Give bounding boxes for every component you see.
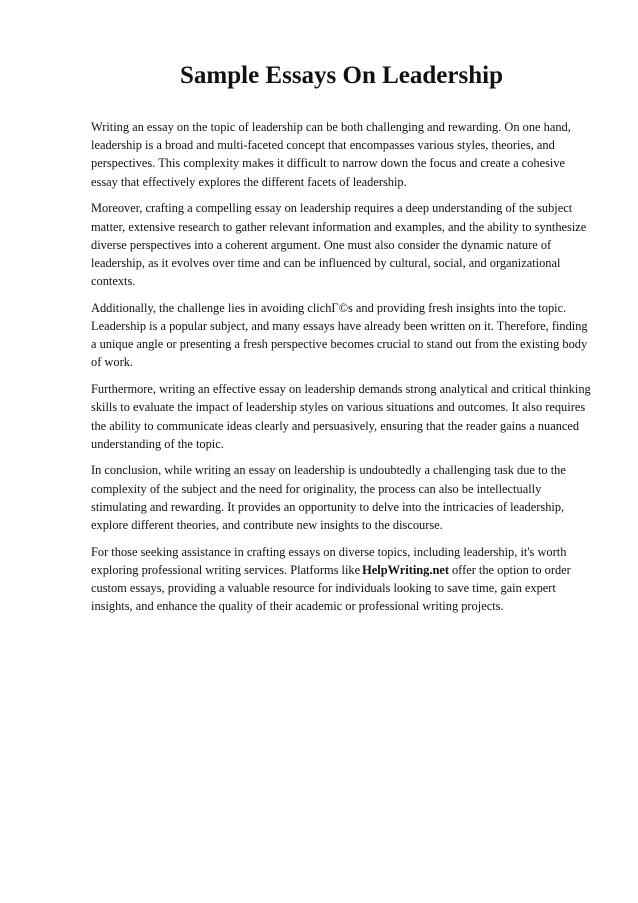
page-title: Sample Essays On Leadership xyxy=(180,62,503,89)
paragraph-5: In conclusion, while writing an essay on leadership is undoubtedly a challenging task due to the complexity of the subject and the need for originality, the process can also be intellectually stimulating and rewarding. It provides an opportunity to delve into the intricacies of leadership, explore different theories, and contribute new insights to the discourse. xyxy=(91,463,566,533)
paragraph-2: Moreover, crafting a compelling essay on leadership requires a deep understanding of the subject matter, extensive research to gather relevant information and examples, and the ability to synthesize diverse perspectives into a coherent argument. One must also consider the dynamic nature of leadership, as it evolves over time and can be influenced by cultural, social, and organizational contexts. xyxy=(91,201,587,289)
paragraph-6-before-link: For those seeking assistance in crafting essays on diverse topics, including leadership, it's worth exploring professional writing services. Platforms like xyxy=(91,544,567,577)
paragraph-6-after-link: offer the option to order custom essays, providing a valuable resource for individuals looking to save time, gain expert insights, and enhance the quality of their academic or professional writing projects. xyxy=(91,562,571,614)
paragraph-3: Additionally, the challenge lies in avoiding clichГ©s and providing fresh insights into the topic. Leadership is a popular subject, and many essays have already been written on it. Therefore, finding a unique angle or presenting a fresh perspective becomes crucial to stand out from the existing body of work. xyxy=(91,300,588,370)
paragraph-1: Writing an essay on the topic of leadership can be both challenging and rewarding. On one hand, leadership is a broad and multi-faceted concept that encompasses various styles, theories, and perspectives. This complexity makes it difficult to narrow down the focus and create a cohesive essay that effectively explores the different facets of leadership. xyxy=(91,120,571,189)
paragraph-6 xyxy=(91,543,592,616)
helpwriting-link[interactable]: HelpWriting.net xyxy=(362,562,449,577)
essay-body xyxy=(91,118,592,616)
paragraph-4: Furthermore, writing an effective essay on leadership demands strong analytical and critical thinking skills to evaluate the impact of leadership styles on various situations and outcomes. It also requires the ability to communicate ideas clearly and persuasively, ensuring that the reader gains a nuanced understanding of the topic. xyxy=(91,382,591,451)
